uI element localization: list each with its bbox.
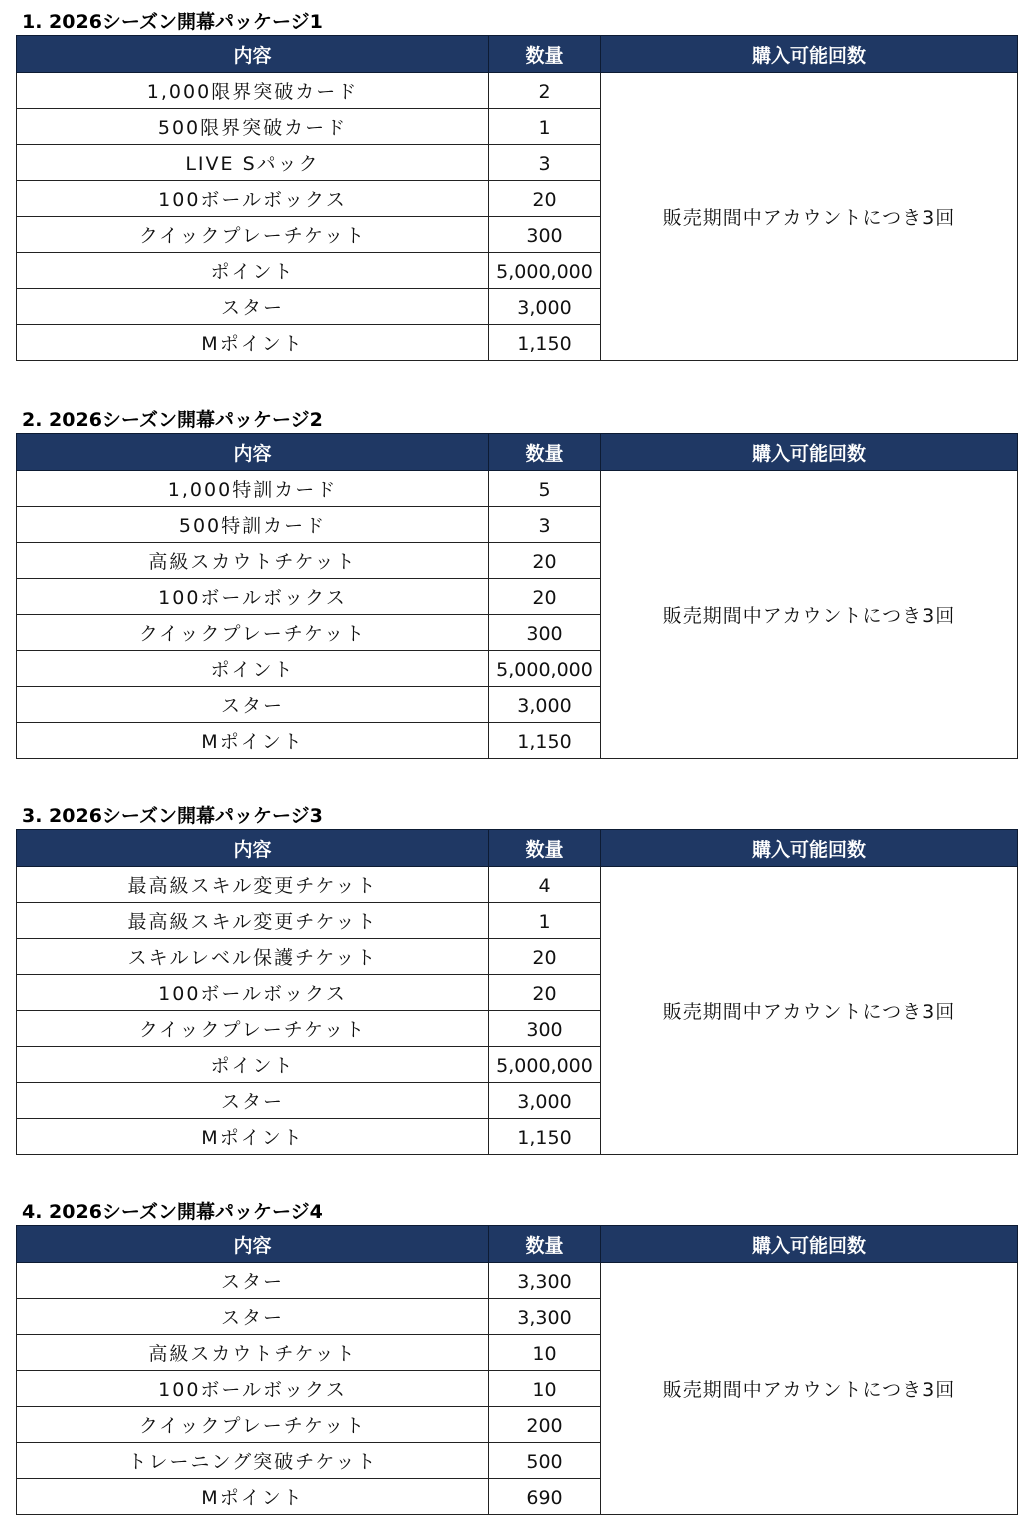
item-quantity: 3,000 xyxy=(489,289,601,325)
table-row xyxy=(17,73,1018,109)
item-name: トレーニング突破チケット xyxy=(17,1443,489,1479)
item-name: 最高級スキル変更チケット xyxy=(17,903,489,939)
item-quantity: 3 xyxy=(489,507,601,543)
item-quantity: 10 xyxy=(489,1371,601,1407)
item-quantity: 1,150 xyxy=(489,325,601,361)
item-name: スター xyxy=(17,1263,489,1299)
item-quantity: 1 xyxy=(489,109,601,145)
item-name: 500限界突破カード xyxy=(17,109,489,145)
item-name: スター xyxy=(17,289,489,325)
package-title: 4. 2026シーズン開幕パッケージ4 xyxy=(22,1201,323,1223)
package-title: 2. 2026シーズン開幕パッケージ2 xyxy=(22,409,323,431)
item-quantity: 300 xyxy=(489,217,601,253)
item-name: 100ボールボックス xyxy=(17,181,489,217)
package-table xyxy=(16,829,1018,1155)
item-quantity: 5 xyxy=(489,471,601,507)
purchase-limit: 販売期間中アカウントにつき3回 xyxy=(601,471,1018,759)
header-content: 内容 xyxy=(17,36,489,73)
item-name: ポイント xyxy=(17,253,489,289)
item-name: 1,000限界突破カード xyxy=(17,73,489,109)
item-name: ポイント xyxy=(17,1047,489,1083)
item-quantity: 5,000,000 xyxy=(489,253,601,289)
item-name: スター xyxy=(17,1299,489,1335)
item-quantity: 200 xyxy=(489,1407,601,1443)
table-row xyxy=(17,471,1018,507)
purchase-limit: 販売期間中アカウントにつき3回 xyxy=(601,1263,1018,1515)
item-quantity: 5,000,000 xyxy=(489,651,601,687)
item-quantity: 690 xyxy=(489,1479,601,1515)
item-quantity: 3,300 xyxy=(489,1263,601,1299)
header-content: 内容 xyxy=(17,434,489,471)
item-name: 100ボールボックス xyxy=(17,975,489,1011)
item-quantity: 10 xyxy=(489,1335,601,1371)
header-content: 内容 xyxy=(17,830,489,867)
item-name: スター xyxy=(17,1083,489,1119)
table-header-row xyxy=(17,830,1018,867)
item-name: LIVE Sパック xyxy=(17,145,489,181)
table-header-row xyxy=(17,36,1018,73)
header-limit: 購入可能回数 xyxy=(601,36,1018,73)
package-table xyxy=(16,1225,1018,1515)
item-name: ポイント xyxy=(17,651,489,687)
item-name: Mポイント xyxy=(17,723,489,759)
purchase-limit: 販売期間中アカウントにつき3回 xyxy=(601,73,1018,361)
header-quantity: 数量 xyxy=(489,1226,601,1263)
item-quantity: 1 xyxy=(489,903,601,939)
header-limit: 購入可能回数 xyxy=(601,830,1018,867)
item-name: クイックプレーチケット xyxy=(17,1011,489,1047)
item-quantity: 3,000 xyxy=(489,1083,601,1119)
item-quantity: 5,000,000 xyxy=(489,1047,601,1083)
item-name: 500特訓カード xyxy=(17,507,489,543)
package-title: 1. 2026シーズン開幕パッケージ1 xyxy=(22,11,323,33)
table-header-row xyxy=(17,1226,1018,1263)
package-title: 3. 2026シーズン開幕パッケージ3 xyxy=(22,805,323,827)
item-quantity: 300 xyxy=(489,1011,601,1047)
item-name: 100ボールボックス xyxy=(17,1371,489,1407)
item-name: クイックプレーチケット xyxy=(17,615,489,651)
item-quantity: 1,150 xyxy=(489,723,601,759)
item-name: 最高級スキル変更チケット xyxy=(17,867,489,903)
item-quantity: 300 xyxy=(489,615,601,651)
item-quantity: 20 xyxy=(489,975,601,1011)
item-quantity: 3,000 xyxy=(489,687,601,723)
item-name: スター xyxy=(17,687,489,723)
table-row xyxy=(17,1263,1018,1299)
table-row xyxy=(17,867,1018,903)
header-quantity: 数量 xyxy=(489,830,601,867)
item-quantity: 3,300 xyxy=(489,1299,601,1335)
purchase-limit: 販売期間中アカウントにつき3回 xyxy=(601,867,1018,1155)
item-quantity: 500 xyxy=(489,1443,601,1479)
item-name: 高級スカウトチケット xyxy=(17,1335,489,1371)
package-table xyxy=(16,35,1018,361)
header-quantity: 数量 xyxy=(489,36,601,73)
item-quantity: 1,150 xyxy=(489,1119,601,1155)
item-name: Mポイント xyxy=(17,1119,489,1155)
item-quantity: 20 xyxy=(489,939,601,975)
item-quantity: 2 xyxy=(489,73,601,109)
item-quantity: 20 xyxy=(489,181,601,217)
item-name: Mポイント xyxy=(17,1479,489,1515)
item-quantity: 3 xyxy=(489,145,601,181)
header-limit: 購入可能回数 xyxy=(601,434,1018,471)
table-header-row xyxy=(17,434,1018,471)
item-quantity: 4 xyxy=(489,867,601,903)
item-quantity: 20 xyxy=(489,543,601,579)
item-name: スキルレベル保護チケット xyxy=(17,939,489,975)
item-name: 高級スカウトチケット xyxy=(17,543,489,579)
header-limit: 購入可能回数 xyxy=(601,1226,1018,1263)
package-table xyxy=(16,433,1018,759)
item-quantity: 20 xyxy=(489,579,601,615)
header-quantity: 数量 xyxy=(489,434,601,471)
header-content: 内容 xyxy=(17,1226,489,1263)
item-name: Mポイント xyxy=(17,325,489,361)
item-name: クイックプレーチケット xyxy=(17,1407,489,1443)
item-name: 100ボールボックス xyxy=(17,579,489,615)
item-name: クイックプレーチケット xyxy=(17,217,489,253)
item-name: 1,000特訓カード xyxy=(17,471,489,507)
